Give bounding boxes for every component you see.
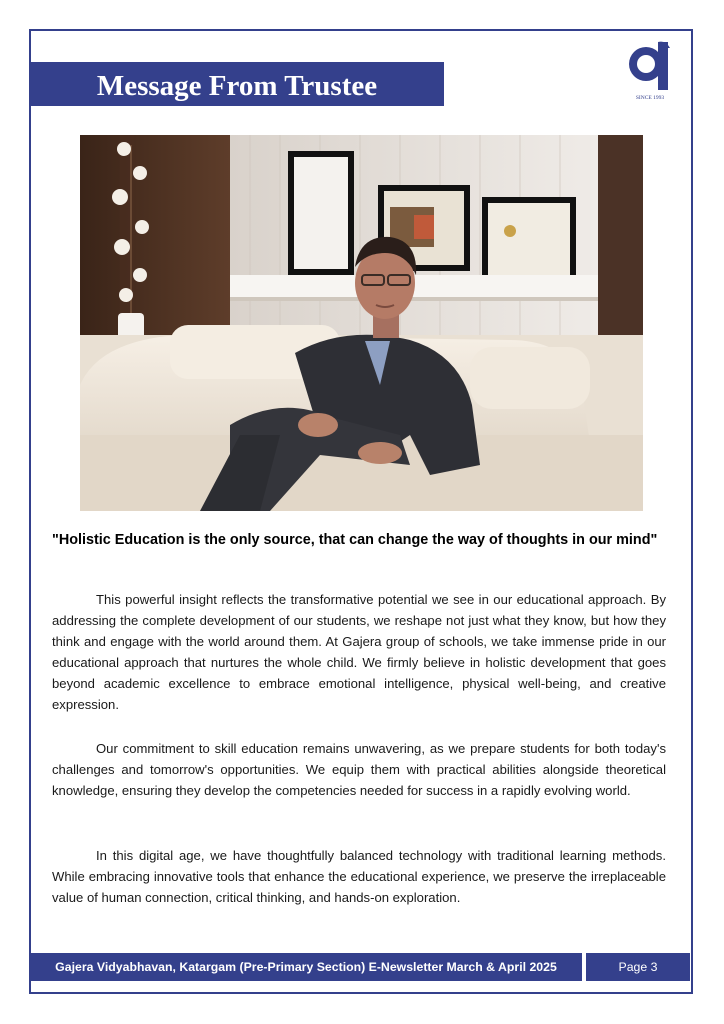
page-title: Message From Trustee: [96, 70, 378, 102]
svg-text:SINCE 1993: SINCE 1993: [635, 95, 665, 101]
trustee-photo: [80, 135, 643, 511]
title-banner: [30, 62, 444, 106]
trustee-quote: "Holistic Education is the only source, that can change the way of thoughts in our mind": [52, 532, 658, 548]
page-footer: [30, 953, 690, 981]
school-logo: [622, 38, 678, 102]
body-paragraph-1: This powerful insight reflects the transformative potential we see in our educational approach. By addressing the complete development of our students, we reshape not just what they know, but how they think and engage with the world around them. At Gajera group of schools, we take immense pride in our educational approach that nurtures the whole child. We firmly believe in holistic development that goes beyond academic excellence to embrace emotional intelligence, physical well-being, and creative expression.: [52, 592, 666, 712]
body-paragraph-2: Our commitment to skill education remains unwavering, as we prepare students for both today's challenges and tomorrow's opportunities. We equip them with practical abilities alongside theoretical knowledge, ensuring they develop the competencies needed for success in a rapidly evolving world.: [52, 741, 666, 798]
page-number: Page 3: [586, 953, 690, 981]
newsletter-footer-label: Gajera Vidyabhavan, Katargam (Pre-Primary Section) E-Newsletter March & April 2025: [30, 953, 582, 981]
body-paragraph-3: In this digital age, we have thoughtfully balanced technology with traditional learning methods. While embracing innovative tools that enhance the educational experience, we preserve the irreplaceable value of human connection, critical thinking, and hands-on exploration.: [52, 848, 666, 905]
